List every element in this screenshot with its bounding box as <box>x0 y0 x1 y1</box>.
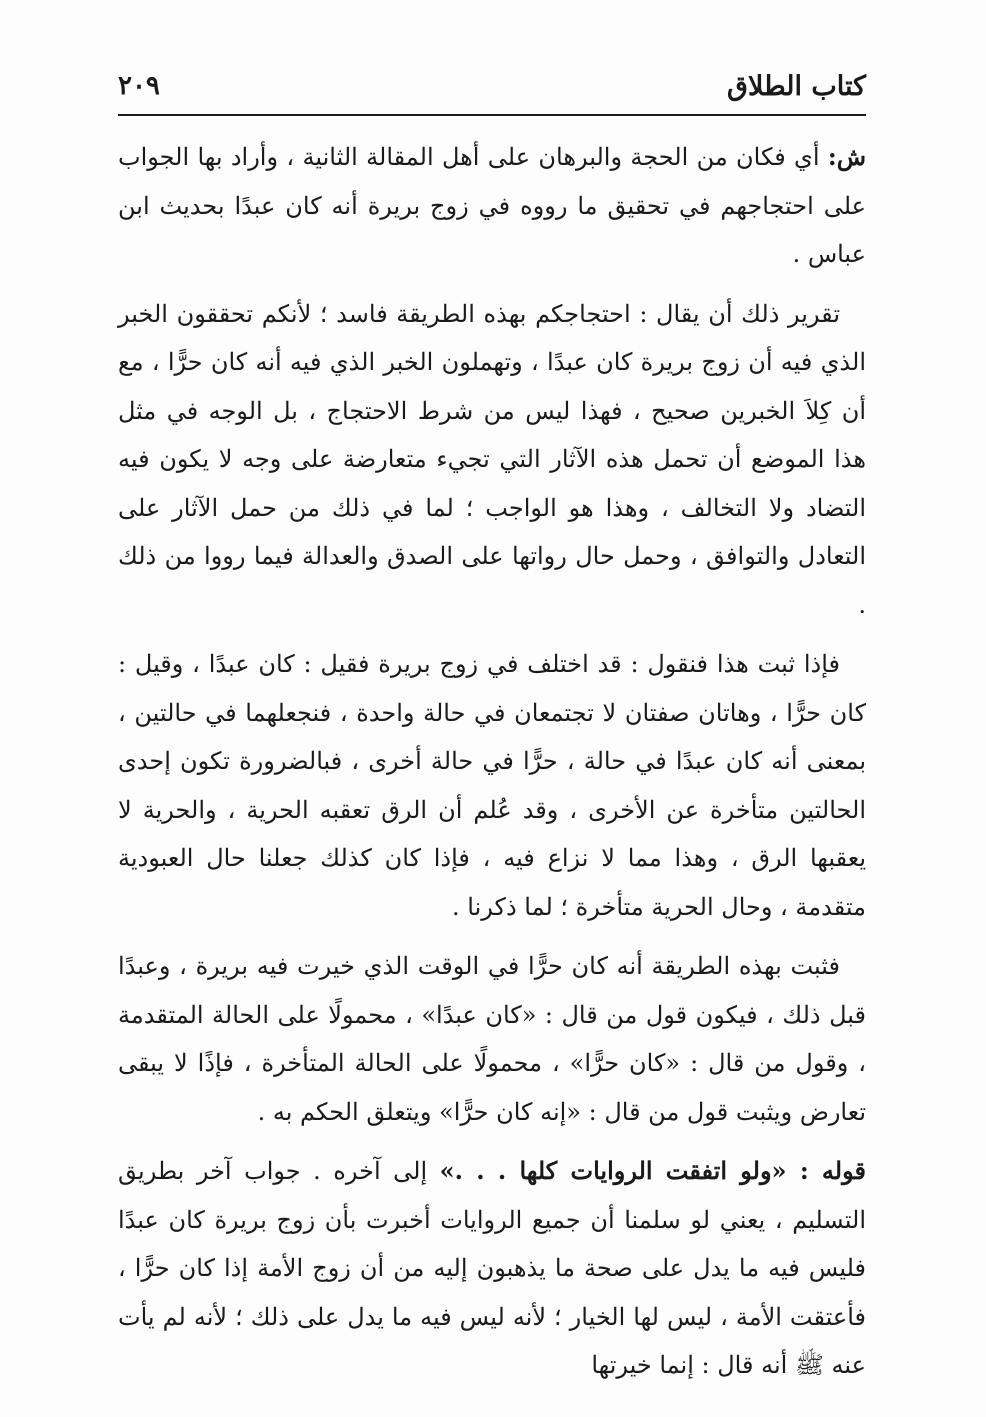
paragraph-2 <box>118 290 866 630</box>
paragraph-text: فإذا ثبت هذا فنقول : قد اختلف في زوج بريرة فقيل : كان عبدًا ، وقيل : كان حرًّا ، وهاتان صفتان لا تجتمعان في حالة واحدة ، فنجعلهما في حالتين ، بمعنى أنه كان عبدًا في حالة ، حرًّا في حالة أخرى ، فبالضرورة تكون إحدى الحالتين متأخرة عن الأخرى ، وقد عُلم أن الرق تعقبه الحرية ، والحرية لا يعقبها الرق ، وهذا مما لا نزاع فيه ، فإذا كان كذلك جعلنا حال العبودية متقدمة ، وحال الحرية متأخرة ؛ لما ذكرنا . <box>118 650 866 921</box>
paragraph-lead: ش: <box>827 142 866 171</box>
chapter-title: كتاب الطلاق <box>727 70 866 102</box>
paragraph-text: تقرير ذلك أن يقال : احتجاجكم بهذه الطريقة فاسد ؛ لأنكم تحققون الخبر الذي فيه أن زوج بريرة كان عبدًا ، وتهملون الخبر الذي فيه أنه كان حرًّا ، مع أن كِلاَ الخبرين صحيح ، فهذا ليس من شرط الاحتجاج ، بل الوجه في مثل هذا الموضع أن تحمل هذه الآثار التي تجيء متعارضة على وجه لا يكون فيه التضاد ولا التخالف ، وهذا هو الواجب ؛ لما في ذلك من حمل الآثار على التعادل والتوافق ، وحمل حال رواتها على الصدق والعدالة فيما رووا من ذلك . <box>118 299 866 619</box>
page-number: ٢٠٩ <box>118 71 160 101</box>
page-body <box>118 133 866 1401</box>
paragraph-5 <box>118 1147 866 1390</box>
paragraph-4 <box>118 942 866 1136</box>
paragraph-1 <box>118 133 866 279</box>
running-header <box>118 58 866 116</box>
paragraph-3 <box>118 640 866 931</box>
paragraph-lead: قوله : «ولو اتفقت الروايات كلها . . .» <box>439 1156 866 1185</box>
paragraph-text: إلى آخره . جواب آخر بطريق التسليم ، يعني لو سلمنا أن جميع الروايات أخبرت بأن زوج بريرة كان عبدًا فليس فيه ما يدل على صحة ما يذهبون إليه من أن زوج الأمة إذا كان حرًّا ، فأعتقت الأمة ، ليس لها الخيار ؛ لأنه ليس فيه ما يدل على ذلك ؛ لأنه لم يأت عنه ﷺ أنه قال : إنما خيرتها <box>118 1157 866 1379</box>
paragraph-text: فثبت بهذه الطريقة أنه كان حرًّا في الوقت الذي خيرت فيه بريرة ، وعبدًا قبل ذلك ، فيكون قول من قال : «كان عبدًا» ، محمولًا على الحالة المتقدمة ، وقول من قال : «كان حرًّا» ، محمولًا على الحالة المتأخرة ، فإذًا لا يبقى تعارض ويثبت قول من قال : «إنه كان حرًّا» ويتعلق الحكم به . <box>118 952 866 1126</box>
paragraph-text: أي فكان من الحجة والبرهان على أهل المقالة الثانية ، وأراد بها الجواب على احتجاجهم في تحقيق ما رووه في زوج بريرة أنه كان عبدًا بحديث ابن عباس . <box>118 143 867 268</box>
